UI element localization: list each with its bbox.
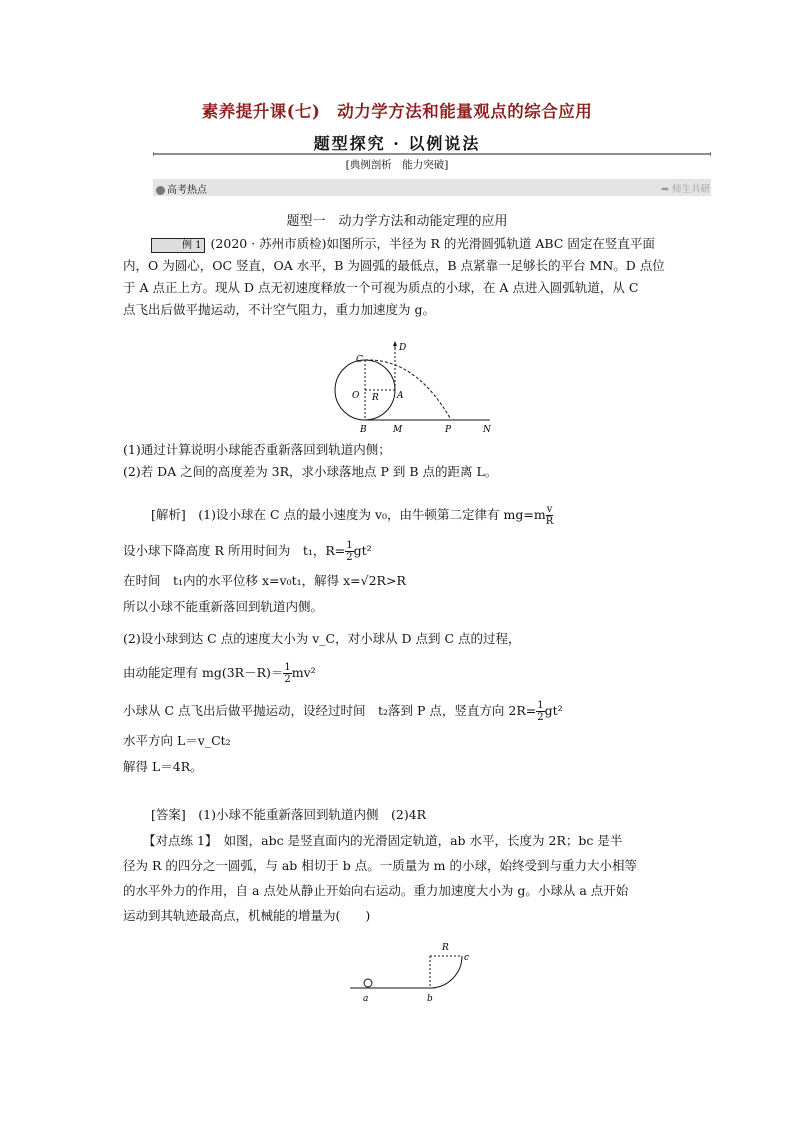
svg-text:B: B: [360, 425, 367, 435]
practice-paragraph: [123, 828, 683, 928]
practice-line-3: 的水平外力的作用，自 a 点处从静止开始向右运动。重力加速度大小为 g。小球从 a 点开始: [123, 883, 629, 898]
fraction: $\frac{1}{2}$: [537, 700, 544, 723]
figure-2-diagram: [350, 938, 480, 1008]
topic-heading: 题型一 动力学方法和动能定理的应用: [286, 214, 508, 229]
example-paragraph: [123, 233, 683, 321]
svg-text:R: R: [372, 393, 379, 403]
solution-line-8: 水平方向 L＝v_Ct₂: [123, 733, 231, 748]
svg-text:A: A: [397, 391, 404, 401]
svg-text:P: P: [445, 425, 452, 435]
fraction: $\frac{1}{2}$: [346, 540, 353, 563]
solution-line-4: 所以小球不能重新落回到轨道内侧。: [123, 599, 324, 614]
svg-text:a: a: [363, 994, 369, 1004]
example-line-2: 内，O 为圆心，OC 竖直，OA 水平，B 为圆弧的最低点，B 点紧靠一足够长的平台 MN。D 点位: [123, 258, 665, 273]
solution-line-7: 小球从 C 点飞出后做平抛运动，设经过时间 t₂落到 P 点，竖直方向 2R= $\frac{1}{2}$ gt²: [123, 700, 563, 723]
arrow-icon: ➡: [660, 184, 669, 195]
svg-text:N: N: [483, 425, 491, 435]
fraction: $\frac{1}{2}$: [284, 662, 291, 685]
svg-text:O: O: [352, 391, 360, 401]
solution-block: [123, 502, 683, 780]
answer-line: [答案] (1)小球不能重新落回到轨道内侧 (2)4R: [151, 807, 427, 822]
example-line-4: 点飞出后做平抛运动，不计空气阻力，重力加速度为 g。: [123, 302, 435, 317]
fraction: $\frac{v}{R}$: [545, 504, 554, 527]
svg-text:c: c: [464, 953, 470, 963]
practice-line-4: 运动到其轨迹最高点，机械能的增量为( ): [123, 908, 371, 923]
solution-line-9: 解得 L＝4R。: [123, 759, 203, 774]
svg-text:D: D: [399, 343, 407, 353]
section-subtitle: [典例剖析 能力突破]: [345, 159, 449, 171]
figure-1-diagram: [320, 340, 500, 435]
example-badge: 例 1: [151, 238, 205, 253]
questions: [123, 439, 683, 483]
question-2: (2)若 DA 之间的高度差为 3R，求小球落地点 P 到 B 点的距离 L。: [123, 464, 498, 479]
page-title: 素养提升课(七) 动力学方法和能量观点的综合应用: [201, 102, 593, 121]
practice-line-1: 【对点练 1】 如图，abc 是竖直面内的光滑固定轨道，ab 水平，长度为 2R；bc 是半: [143, 833, 623, 848]
solution-line-2: 设小球下降高度 R 所用时间为 t₁，R= $\frac{1}{2}$ gt²: [123, 540, 372, 563]
svg-text:M: M: [393, 425, 403, 435]
svg-text:b: b: [427, 994, 433, 1004]
practice-line-2: 径为 R 的四分之一圆弧，与 ab 相切于 b 点。一质量为 m 的小球，始终受到与重力大小相等: [123, 858, 638, 873]
banner-left-label: 高考热点: [156, 181, 207, 196]
solution-line-5: (2)设小球到达 C 点的速度大小为 v_C，对小球从 D 点到 C 点的过程，: [123, 631, 521, 646]
example-line-1: 例 1 (2020 · 苏州市质检)如图所示，半径为 R 的光滑圆弧轨道 ABC 固定在竖直平面: [123, 233, 683, 255]
svg-text:R: R: [442, 943, 449, 953]
svg-text:C: C: [356, 355, 363, 365]
solution-line-6: 由动能定理有 mg(3R－R)＝ $\frac{1}{2}$ mv²: [123, 662, 316, 685]
solution-line-1: [解析] (1)设小球在 C 点的最小速度为 v₀，由牛顿第二定律有 mg=m $\frac{v}{R}$: [151, 504, 554, 527]
banner-right-label: ➡ 师生共研: [660, 184, 710, 195]
question-1: (1)通过计算说明小球能否重新落回到轨道内侧；: [123, 442, 391, 457]
section-title: 题型探究 · 以例说法: [313, 134, 481, 153]
hot-topic-banner: [153, 179, 711, 196]
solution-line-3: 在时间 t₁内的水平位移 x=v₀t₁，解得 x=√2R>R: [123, 573, 406, 588]
example-line-3: 于 A 点正上方。现从 D 点无初速度释放一个可视为质点的小球，在 A 点进入圆弧轨道，从 C: [123, 280, 639, 295]
pen-icon: [156, 186, 165, 195]
